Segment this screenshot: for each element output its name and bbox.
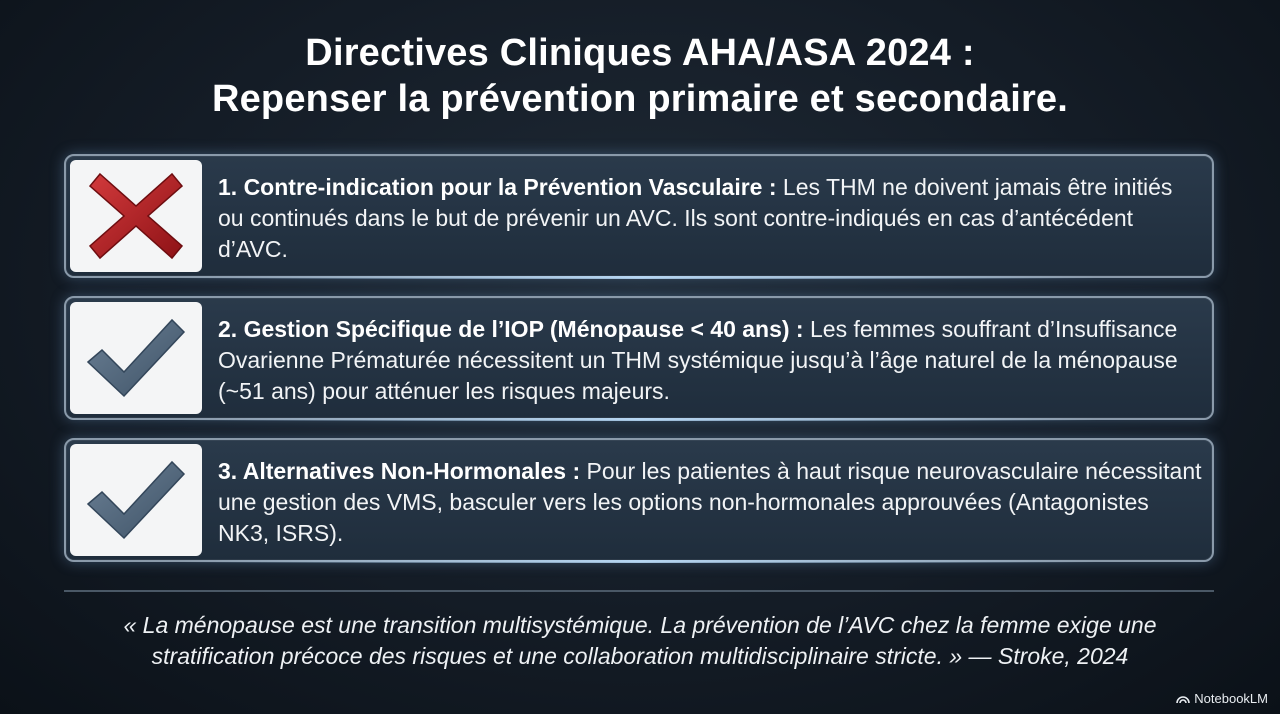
cross-icon	[88, 170, 184, 262]
quote-line-1: « La ménopause est une transition multisystémique. La prévention de l’AVC chez la femme exige une	[123, 612, 1157, 638]
card-body-2: Les femmes souffrant d’Insuffisance Ovarienne Prématurée nécessitent un THM systémique jusqu’à l’âge naturel de la ménopause (~51 ans) pour atténuer les risques majeurs.	[218, 316, 1178, 404]
card-text-1	[218, 172, 1203, 265]
card-body-3: Pour les patientes à haut risque neurovasculaire nécessitant une gestion des VMS, basculer vers les options non-hormonales approuvées (Antagonistes NK3, ISRS).	[218, 458, 1202, 546]
card-text-3	[218, 456, 1203, 549]
card-heading-2: 2. Gestion Spécifique de l’IOP (Ménopause < 40 ans) :	[218, 316, 804, 342]
closing-quote	[0, 610, 1280, 672]
icon-box-3	[70, 444, 202, 556]
brand-watermark	[1176, 691, 1268, 706]
brand-label: NotebookLM	[1194, 691, 1268, 706]
title-line-1: Directives Cliniques AHA/ASA 2024 :	[305, 32, 975, 74]
guideline-card-2	[64, 296, 1214, 420]
notebooklm-logo-icon	[1176, 694, 1190, 704]
guideline-card-3	[64, 438, 1214, 562]
checkmark-icon	[84, 458, 188, 542]
checkmark-icon	[84, 316, 188, 400]
icon-box-1	[70, 160, 202, 272]
card-body-1: Les THM ne doivent jamais être initiés ou continués dans le but de prévenir un AVC. Ils sont contre-indiqués en cas d’antécédent d’AVC.	[218, 174, 1173, 262]
title-line-2: Repenser la prévention primaire et secondaire.	[211, 78, 1069, 120]
card-heading-1: 1. Contre-indication pour la Prévention Vasculaire :	[218, 174, 777, 200]
quote-line-2: stratification précoce des risques et une collaboration multidisciplinaire stricte. » — Stroke, 2024	[151, 643, 1129, 669]
page-title	[0, 30, 1280, 122]
guideline-card-1	[64, 154, 1214, 278]
divider	[64, 590, 1214, 592]
card-heading-3: 3. Alternatives Non-Hormonales :	[218, 458, 581, 484]
icon-box-2	[70, 302, 202, 414]
card-text-2	[218, 314, 1203, 407]
